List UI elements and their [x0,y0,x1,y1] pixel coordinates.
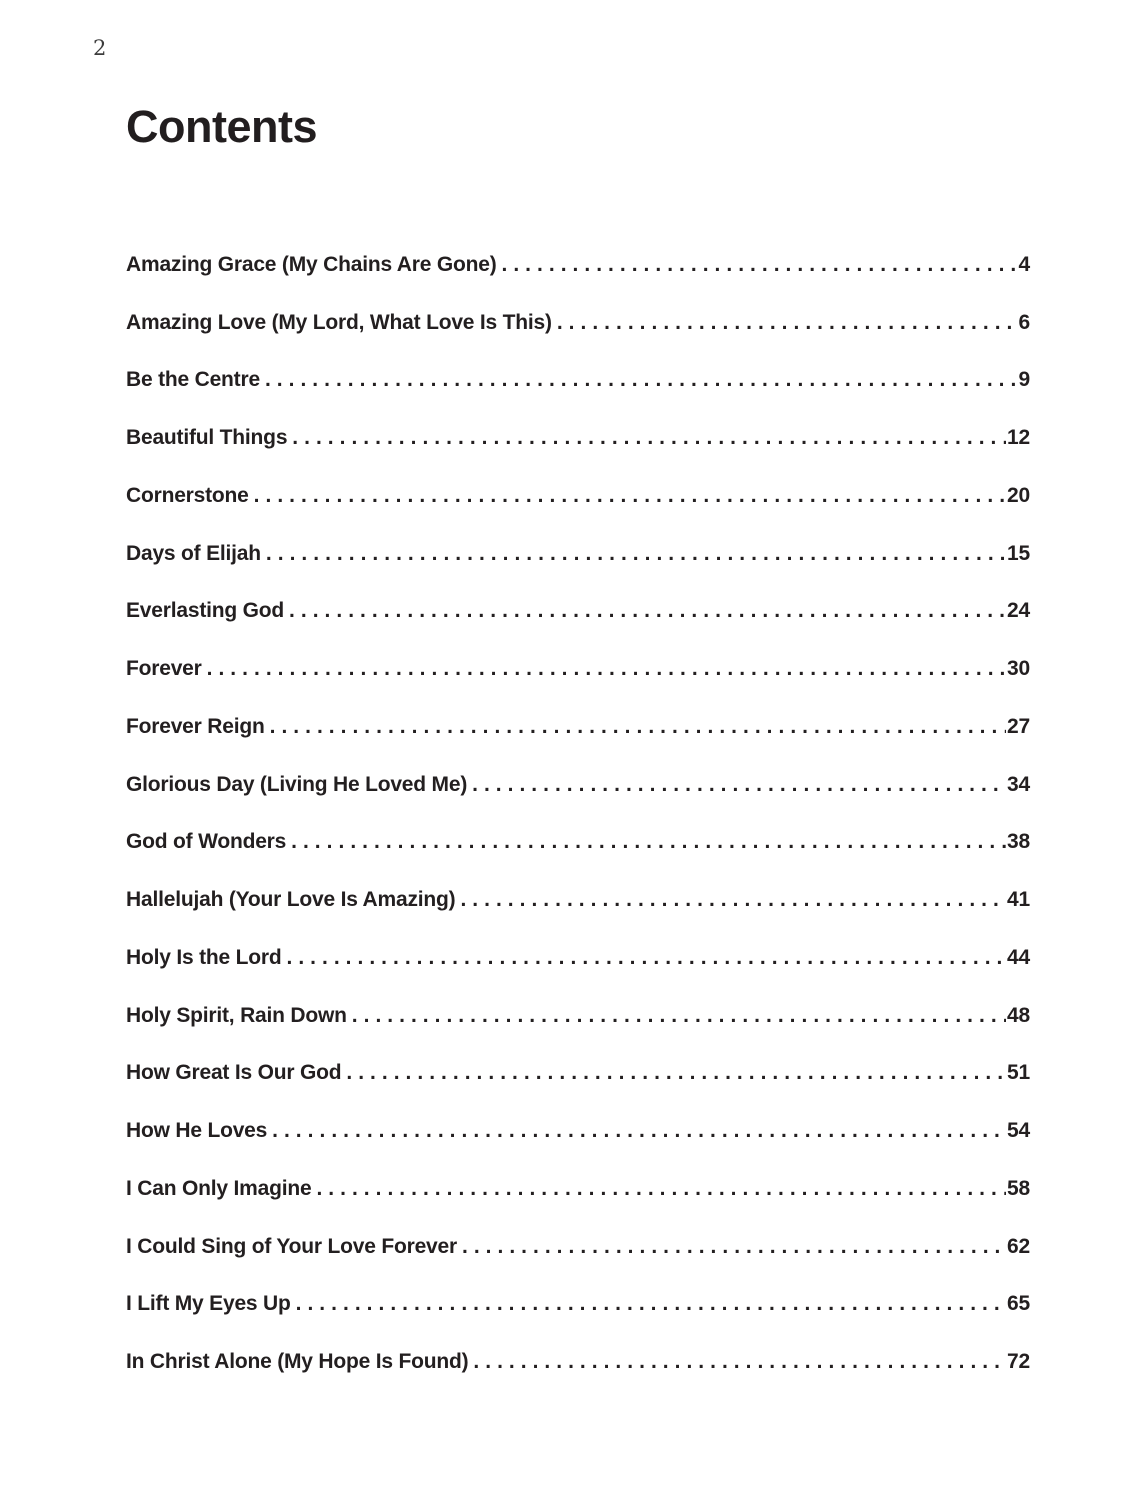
song-title: In Christ Alone (My Hope Is Found) [126,1350,469,1374]
song-title: I Can Only Imagine [126,1176,312,1200]
page-ref: 41 [1007,888,1030,912]
toc-entry [126,756,1030,814]
dot-leader [462,1235,1006,1259]
page-ref: 9 [1018,368,1030,392]
toc-list [126,236,1030,1391]
page-title: Contents [126,101,317,152]
toc-entry [126,525,1030,583]
song-title: Everlasting God [126,599,285,623]
dot-leader [270,715,1006,739]
toc-entry [126,698,1030,756]
toc-entry [126,814,1030,872]
dot-leader [472,773,1006,797]
page-ref: 15 [1007,541,1030,565]
page-ref: 72 [1007,1350,1030,1374]
page-ref: 58 [1007,1176,1030,1200]
page-ref: 38 [1007,830,1030,854]
dot-leader [286,946,1006,970]
song-title: Days of Elijah [126,541,261,565]
dot-leader [352,1004,1006,1028]
toc-entry [126,467,1030,525]
song-title: Be the Centre [126,368,260,392]
toc-entry [126,294,1030,352]
toc-entry [126,1160,1030,1218]
page-ref: 30 [1007,657,1030,681]
toc-entry [126,236,1030,294]
page-ref: 62 [1007,1234,1030,1258]
toc-entry [126,929,1030,987]
dot-leader [292,426,1006,450]
toc-entry [126,1102,1030,1160]
page-ref: 12 [1007,426,1030,450]
page-ref: 4 [1018,252,1030,276]
dot-leader [316,1177,1006,1201]
song-title: Amazing Grace (My Chains Are Gone) [126,252,497,276]
page-ref: 44 [1007,945,1030,969]
dot-leader [460,888,1006,912]
toc-entry [126,352,1030,410]
dot-leader [473,1350,1006,1374]
page-number: 2 [93,36,107,60]
song-title: Amazing Love (My Lord, What Love Is This) [126,310,552,334]
toc-entry [126,871,1030,929]
toc-entry [126,987,1030,1045]
dot-leader [291,830,1006,854]
dot-leader [557,311,1018,335]
page-ref: 51 [1007,1061,1030,1085]
song-title: Cornerstone [126,483,249,507]
song-title: How Great Is Our God [126,1061,342,1085]
dot-leader [296,1292,1006,1316]
toc-entry [126,409,1030,467]
toc-entry [126,1045,1030,1103]
page-ref: 24 [1007,599,1030,623]
dot-leader [272,1119,1006,1143]
song-title: Forever Reign [126,714,265,738]
song-title: I Could Sing of Your Love Forever [126,1234,457,1258]
dot-leader [207,657,1006,681]
dot-leader [254,484,1006,508]
dot-leader [346,1061,1006,1085]
page-ref: 48 [1007,1003,1030,1027]
song-title: Holy Is the Lord [126,945,282,969]
song-title: Glorious Day (Living He Loved Me) [126,772,468,796]
page-ref: 54 [1007,1119,1030,1143]
song-title: I Lift My Eyes Up [126,1292,291,1316]
dot-leader [266,542,1006,566]
page-ref: 6 [1018,310,1030,334]
toc-entry [126,1218,1030,1276]
song-title: Holy Spirit, Rain Down [126,1003,347,1027]
song-title: Forever [126,657,202,681]
song-title: Beautiful Things [126,426,288,450]
toc-entry [126,1333,1030,1391]
toc-entry [126,583,1030,641]
song-title: Hallelujah (Your Love Is Amazing) [126,888,456,912]
page-ref: 34 [1007,772,1030,796]
page-ref: 27 [1007,714,1030,738]
toc-entry [126,1276,1030,1334]
toc-entry [126,640,1030,698]
song-title: How He Loves [126,1119,268,1143]
dot-leader [289,599,1006,623]
page-ref: 20 [1007,483,1030,507]
dot-leader [502,253,1018,277]
page-ref: 65 [1007,1292,1030,1316]
dot-leader [265,368,1018,392]
song-title: God of Wonders [126,830,287,854]
